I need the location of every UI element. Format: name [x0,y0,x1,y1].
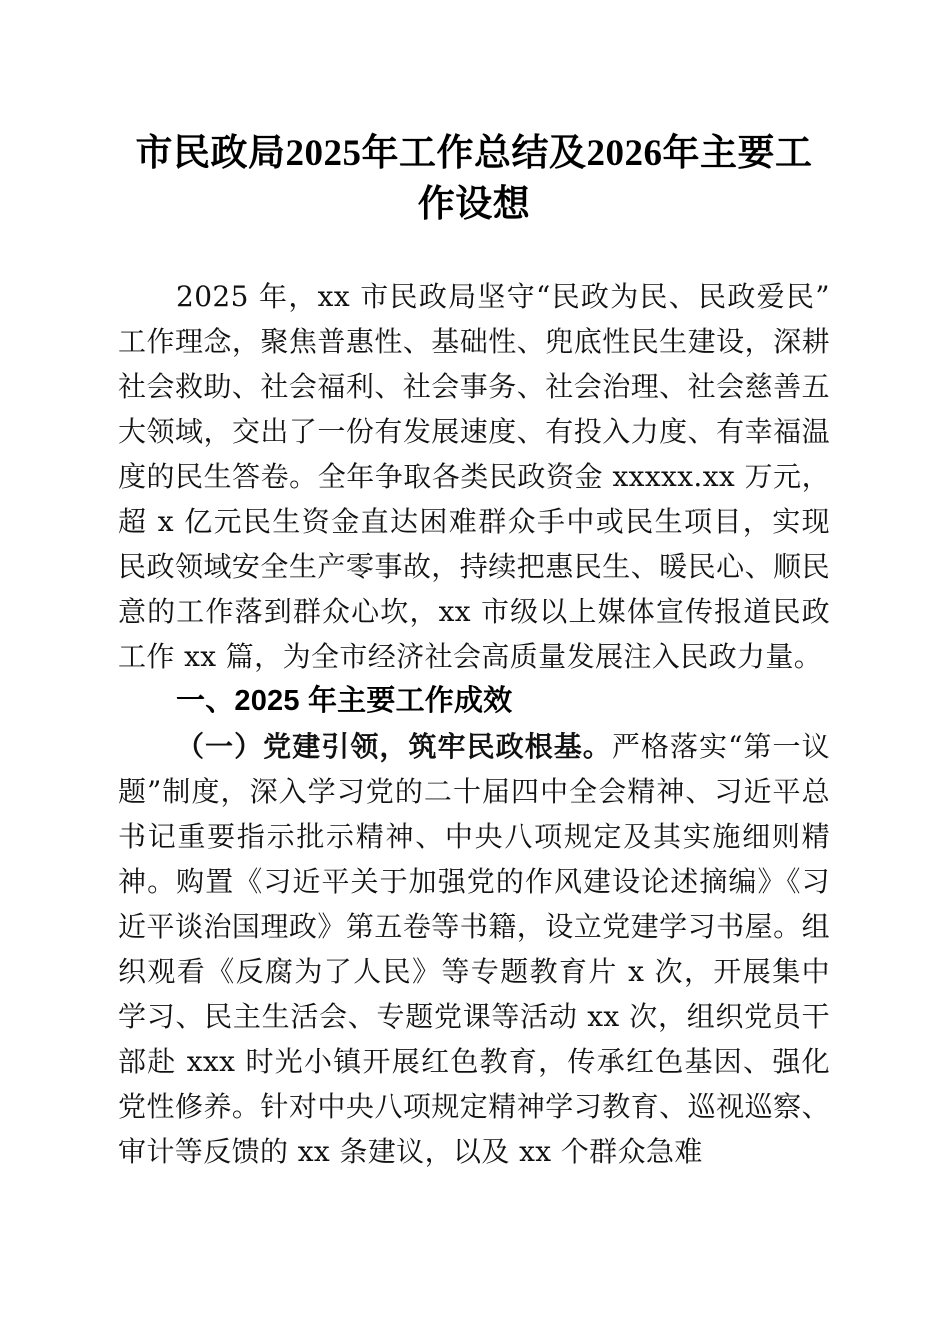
section-heading-1: 一、2025 年主要工作成效 [176,685,513,717]
paragraph-party-building [118,724,830,1174]
page-title: 市民政局2025年工作总结及2026年主要工作设想 [135,133,813,225]
subsection-heading-1: （一）党建引领，筑牢民政根基。 [176,730,612,763]
paragraph-overview: 2025 年，xx 市民政局坚守“民政为民、民政爱民”工作理念，聚焦普惠性、基础性、兜底性民生建设，深耕社会救助、社会福利、社会事务、社会治理、社会慈善五大领域，交出了一份有发展速度、有投入力度、有幸福温度的民生答卷。全年争取各类民政资金 xxxxx.xx 万元，超 x 亿元民生资金直达困难群众手中或民生项目，实现民政领域安全生产零事故，持续把惠民生、暖民心、顺民意的工作落到群众心坎，xx 市级以上媒体宣传报道民政工作 xx 篇，为全市经济社会高质量发展注入民政力量。 [118,280,830,673]
document-content [118,0,830,1174]
subsection-body-1: 严格落实“第一议题”制度，深入学习党的二十届四中全会精神、习近平总书记重要指示批示精神、中央八项规定及其实施细则精神。购置《习近平关于加强党的作风建设论述摘编》《习近平谈治国理政》第五卷等书籍，设立党建学习书屋。组织观看《反腐为了人民》等专题教育片 x 次，开展集中学习、民主生活会、专题党课等活动 xx 次，组织党员干部赴 xxx 时光小镇开展红色教育，传承红色基因、强化党性修养。针对中央八项规定精神学习教育、巡视巡察、审计等反馈的 xx 条建议，以及 xx 个群众急难 [118,730,830,1168]
